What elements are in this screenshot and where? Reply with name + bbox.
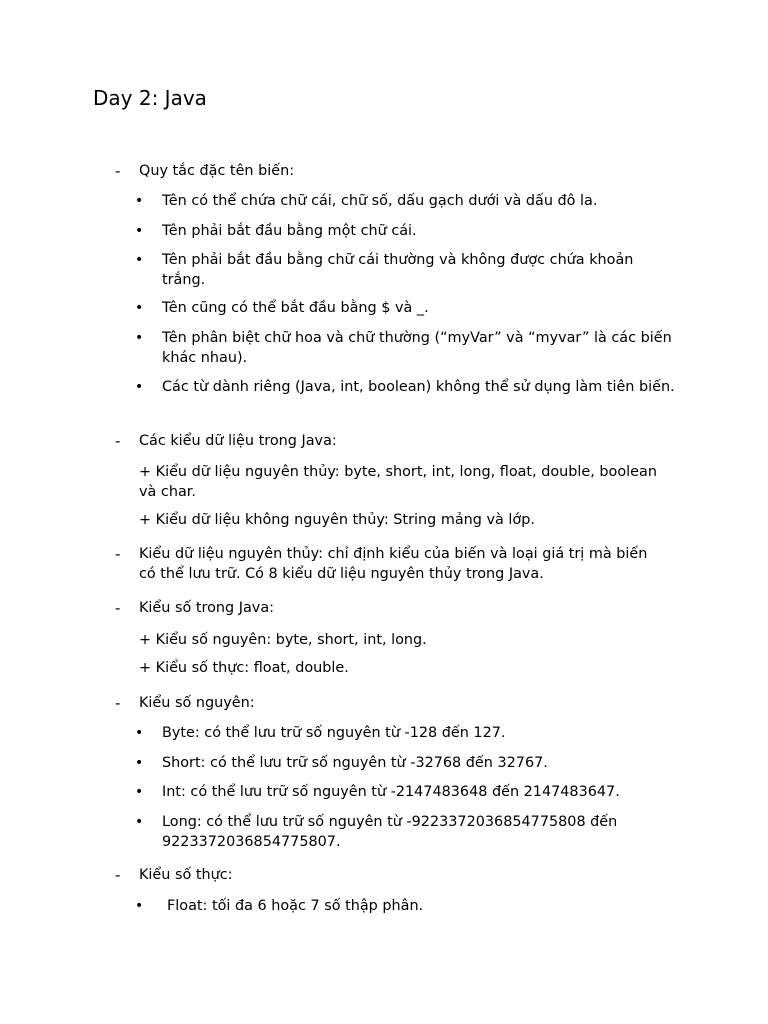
bullet-marker: • [135,784,144,800]
bullet-marker: • [135,379,144,395]
bullet-marker: • [135,814,144,830]
bullet-marker: • [135,898,144,914]
section-heading-real: Kiểu số thực: [139,867,233,883]
bullet-marker: • [135,193,144,209]
bullet-marker: • [135,300,144,316]
section-heading-numeric: Kiểu số trong Java: [139,600,274,616]
naming-rule-item: Tên phân biệt chữ hoa và chữ thường (“myVar” và “myvar” là các biến khác nhau). [162,330,672,366]
numeric-line: + Kiểu số thực: float, double. [139,660,349,676]
naming-rule-item: Tên phải bắt đầu bằng chữ cái thường và không được chứa khoản trắng. [162,252,634,288]
bullet-marker: • [135,725,144,741]
section-heading-naming: Quy tắc đặc tên biến: [139,163,295,179]
page-title: Day 2: Java [93,86,207,110]
section-heading-integer: Kiểu số nguyên: [139,695,255,711]
naming-rule-item: Tên phải bắt đầu bằng một chữ cái. [162,223,417,239]
dash-marker: - [115,866,121,884]
numeric-line: + Kiểu số nguyên: byte, short, int, long. [139,632,427,648]
dash-marker: - [115,694,121,712]
types-line: + Kiểu dữ liệu không nguyên thủy: String mảng và lớp. [139,512,535,528]
bullet-marker: • [135,330,144,346]
section-heading-primitive: Kiểu dữ liệu nguyên thủy: chỉ định kiểu của biến và loại giá trị mà biến có thể lưu trữ. Có 8 kiểu dữ liệu nguyên thủy trong Java. [139,546,648,582]
integer-item: Short: có thể lưu trữ số nguyên từ -32768 đến 32767. [162,755,548,771]
dash-marker: - [115,545,121,563]
bullet-marker: • [135,252,144,268]
naming-rule-item: Tên cũng có thể bắt đầu bằng $ và _. [162,300,429,316]
types-line: + Kiểu dữ liệu nguyên thủy: byte, short, int, long, float, double, boolean và char. [139,464,657,500]
dash-marker: - [115,162,121,180]
integer-item: Long: có thể lưu trữ số nguyên từ -9223372036854775808 đến 9223372036854775807. [162,814,618,850]
bullet-marker: • [135,755,144,771]
integer-item: Int: có thể lưu trữ số nguyên từ -2147483648 đến 2147483647. [162,784,620,800]
dash-marker: - [115,599,121,617]
integer-item: Byte: có thể lưu trữ số nguyên từ -128 đến 127. [162,725,506,741]
naming-rule-item: Các từ dành riêng (Java, int, boolean) không thể sử dụng làm tiên biến. [162,379,675,395]
real-item: Float: tối đa 6 hoặc 7 số thập phân. [167,898,424,914]
dash-marker: - [115,432,121,450]
naming-rule-item: Tên có thể chứa chữ cái, chữ số, dấu gạch dưới và dấu đô la. [162,193,598,209]
bullet-marker: • [135,223,144,239]
section-heading-types: Các kiểu dữ liệu trong Java: [139,433,337,449]
